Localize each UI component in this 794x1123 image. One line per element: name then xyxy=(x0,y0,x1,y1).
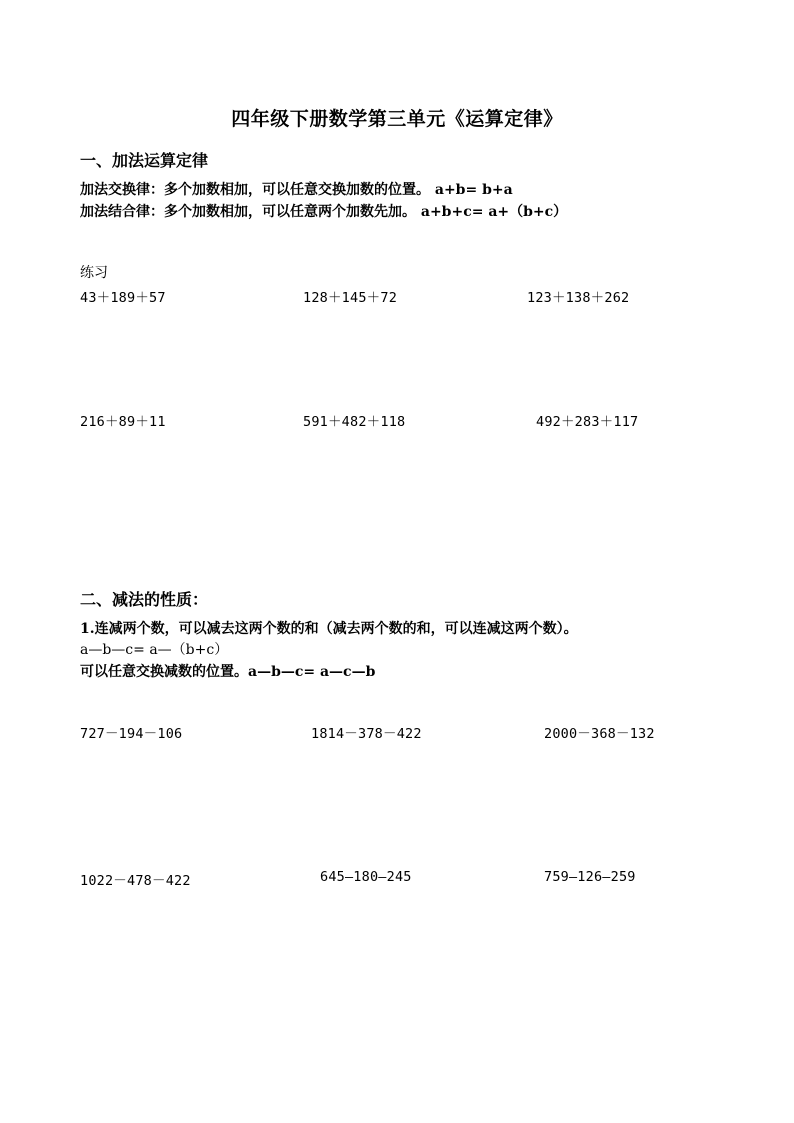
section-2-heading: 二、减法的性质： xyxy=(80,590,209,609)
subtraction-problem-5: 645—180—245 xyxy=(320,869,412,885)
practice-label: 练习 xyxy=(80,265,108,281)
addition-problem-1: 43＋189＋57 xyxy=(80,290,166,306)
addition-problem-4: 216＋89＋11 xyxy=(80,414,166,430)
subtraction-problem-3: 2000－368－132 xyxy=(544,726,655,742)
subtraction-formula: a—b—c= a—（b+c） xyxy=(80,642,229,658)
addition-problem-6: 492＋283＋117 xyxy=(536,414,639,430)
page-title: 四年级下册数学第三单元《运算定律》 xyxy=(231,108,563,130)
addition-problem-3: 123＋138＋262 xyxy=(527,290,630,306)
subtraction-problem-4: 1022－478－422 xyxy=(80,873,191,889)
subtraction-property-rule: 1.连减两个数，可以减去这两个数的和（减去两个数的和，可以连减这两个数）。 xyxy=(80,621,578,637)
subtraction-problem-6: 759—126—259 xyxy=(544,869,636,885)
addition-commutative-rule: 加法交换律：多个加数相加，可以任意交换加数的位置。 a+b= b+a xyxy=(80,182,513,198)
addition-problem-2: 128＋145＋72 xyxy=(303,290,398,306)
subtraction-problem-2: 1814－378－422 xyxy=(311,726,422,742)
subtraction-swap-rule: 可以任意交换减数的位置。a—b—c= a—c—b xyxy=(80,664,376,680)
section-1-heading: 一、加法运算定律 xyxy=(80,151,209,170)
subtraction-problem-1: 727－194－106 xyxy=(80,726,183,742)
addition-problem-5: 591＋482＋118 xyxy=(303,414,406,430)
addition-associative-rule: 加法结合律：多个加数相加，可以任意两个加数先加。 a+b+c= a+（b+c） xyxy=(80,204,568,220)
